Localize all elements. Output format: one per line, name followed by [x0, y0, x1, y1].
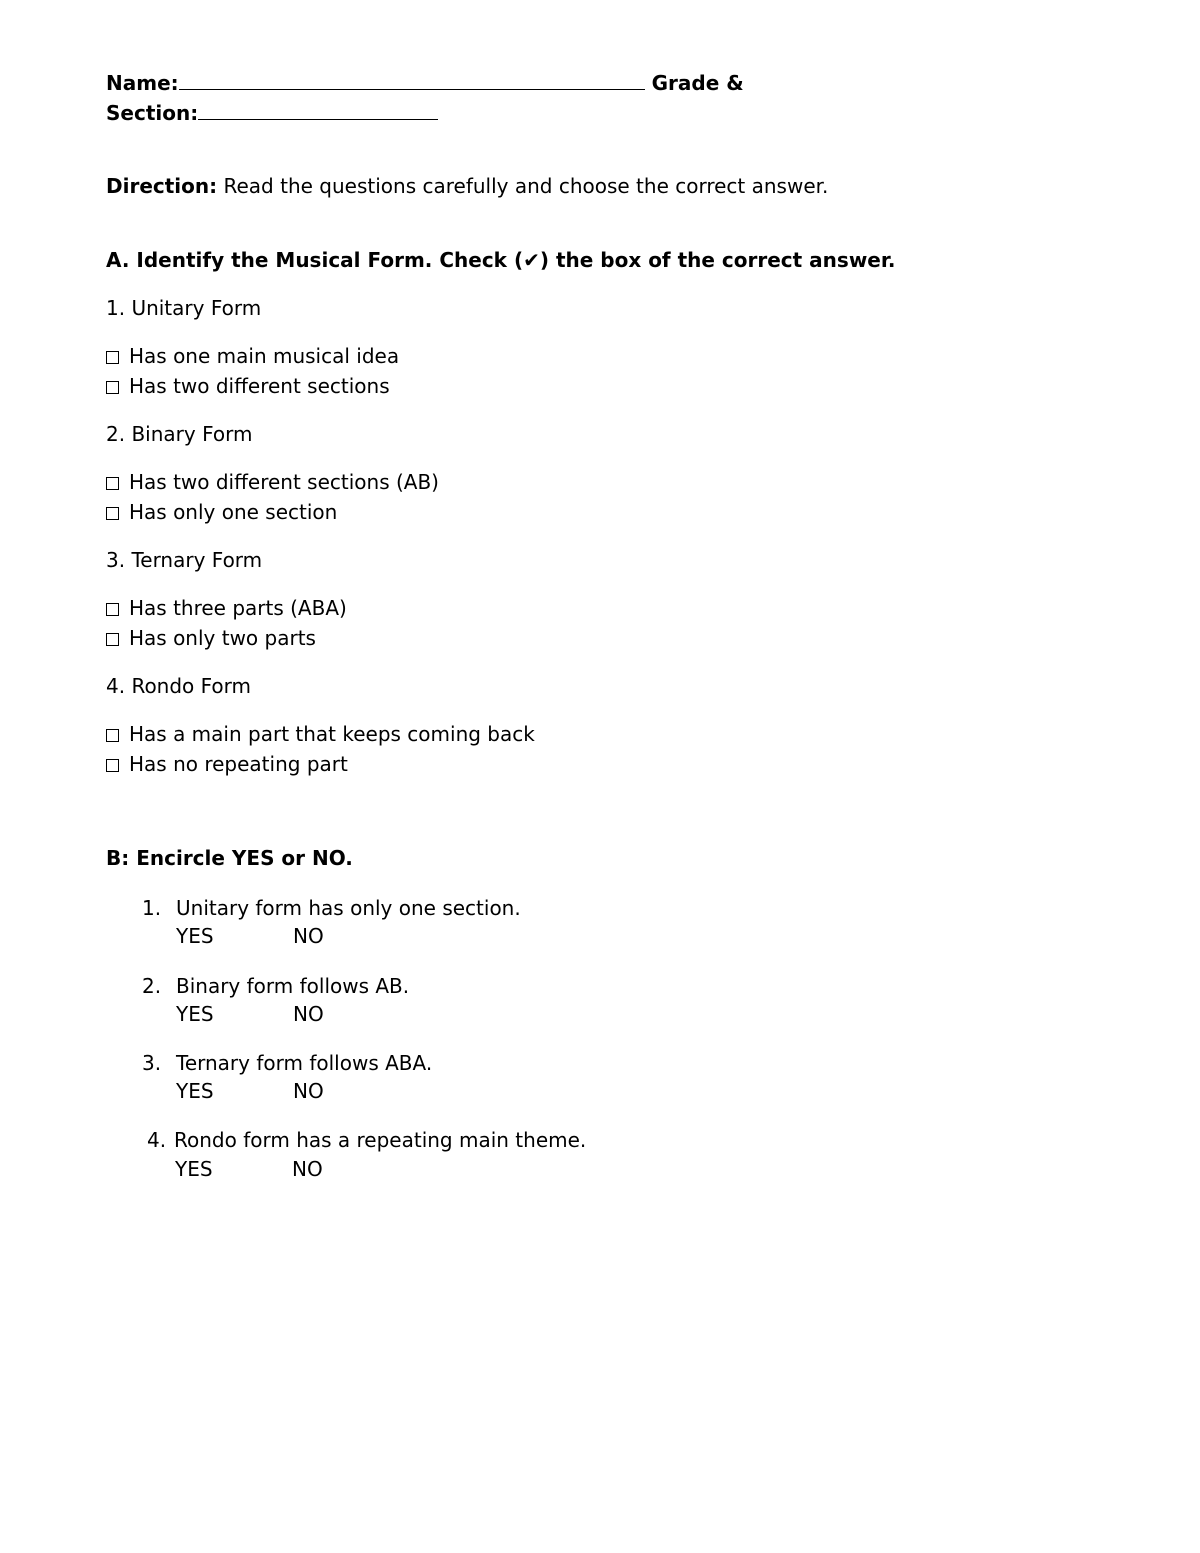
part-b-item-1-statement: Unitary form has only one section.: [176, 896, 521, 920]
part-b-item-1-no[interactable]: NO: [293, 924, 324, 948]
part-a-question-3-option-2: [106, 626, 316, 650]
grade-label: Grade &: [651, 71, 744, 95]
part-b-item-3-yes[interactable]: YES: [176, 1079, 214, 1103]
checkbox[interactable]: [106, 633, 119, 646]
part-b-item-4-yes[interactable]: YES: [175, 1157, 213, 1181]
name-blank[interactable]: [179, 71, 645, 90]
part-a-question-2-title: 2. Binary Form: [106, 422, 253, 446]
checkbox[interactable]: [106, 477, 119, 490]
part-b-item-2-statement: Binary form follows AB.: [176, 974, 410, 998]
checkbox[interactable]: [106, 381, 119, 394]
part-b-heading: B: Encircle YES or NO.: [106, 846, 353, 870]
part-a-question-3-title: 3. Ternary Form: [106, 548, 263, 572]
name-label: Name:: [106, 71, 179, 95]
section-row: [106, 101, 438, 125]
part-b-item-2-no[interactable]: NO: [293, 1002, 324, 1026]
part-a-question-4-title: 4. Rondo Form: [106, 674, 252, 698]
part-a-question-3-option-1: [106, 596, 347, 620]
part-a-question-1-option-1: [106, 344, 399, 368]
option-label: Has no repeating part: [129, 752, 348, 776]
part-a-question-1-title: 1. Unitary Form: [106, 296, 262, 320]
part-a-question-4-option-2: [106, 752, 348, 776]
option-label: Has three parts (ABA): [129, 596, 347, 620]
part-a-question-2-option-1: [106, 470, 439, 494]
direction-label: Direction:: [106, 174, 218, 198]
direction-line: [106, 174, 828, 198]
option-label: Has two different sections: [129, 374, 390, 398]
part-b-item-3-number: 3.: [142, 1051, 162, 1075]
checkbox[interactable]: [106, 729, 119, 742]
option-label: Has two different sections (AB): [129, 470, 439, 494]
direction-text: Read the questions carefully and choose the correct answer.: [217, 174, 829, 198]
option-label: Has one main musical idea: [129, 344, 400, 368]
part-a-question-4-option-1: [106, 722, 535, 746]
part-a-question-2-option-2: [106, 500, 337, 524]
part-b-item-4-number: 4.: [147, 1128, 167, 1152]
section-blank[interactable]: [198, 101, 438, 120]
part-b-item-3-no[interactable]: NO: [293, 1079, 324, 1103]
part-a-heading: A. Identify the Musical Form. Check (✔) the box of the correct answer.: [106, 248, 896, 272]
part-b-item-4-no[interactable]: NO: [292, 1157, 323, 1181]
option-label: Has only one section: [129, 500, 338, 524]
name-grade-row: [106, 71, 744, 95]
part-b-item-1-yes[interactable]: YES: [176, 924, 214, 948]
part-a-question-1-option-2: [106, 374, 390, 398]
part-b-item-2-number: 2.: [142, 974, 162, 998]
checkbox[interactable]: [106, 759, 119, 772]
checkbox[interactable]: [106, 351, 119, 364]
option-label: Has only two parts: [129, 626, 316, 650]
part-b-item-1-number: 1.: [142, 896, 162, 920]
section-label: Section:: [106, 101, 199, 125]
part-b-item-3-statement: Ternary form follows ABA.: [176, 1051, 433, 1075]
option-label: Has a main part that keeps coming back: [129, 722, 535, 746]
checkbox[interactable]: [106, 507, 119, 520]
part-b-item-4-statement: Rondo form has a repeating main theme.: [174, 1128, 587, 1152]
part-b-item-2-yes[interactable]: YES: [176, 1002, 214, 1026]
checkbox[interactable]: [106, 603, 119, 616]
